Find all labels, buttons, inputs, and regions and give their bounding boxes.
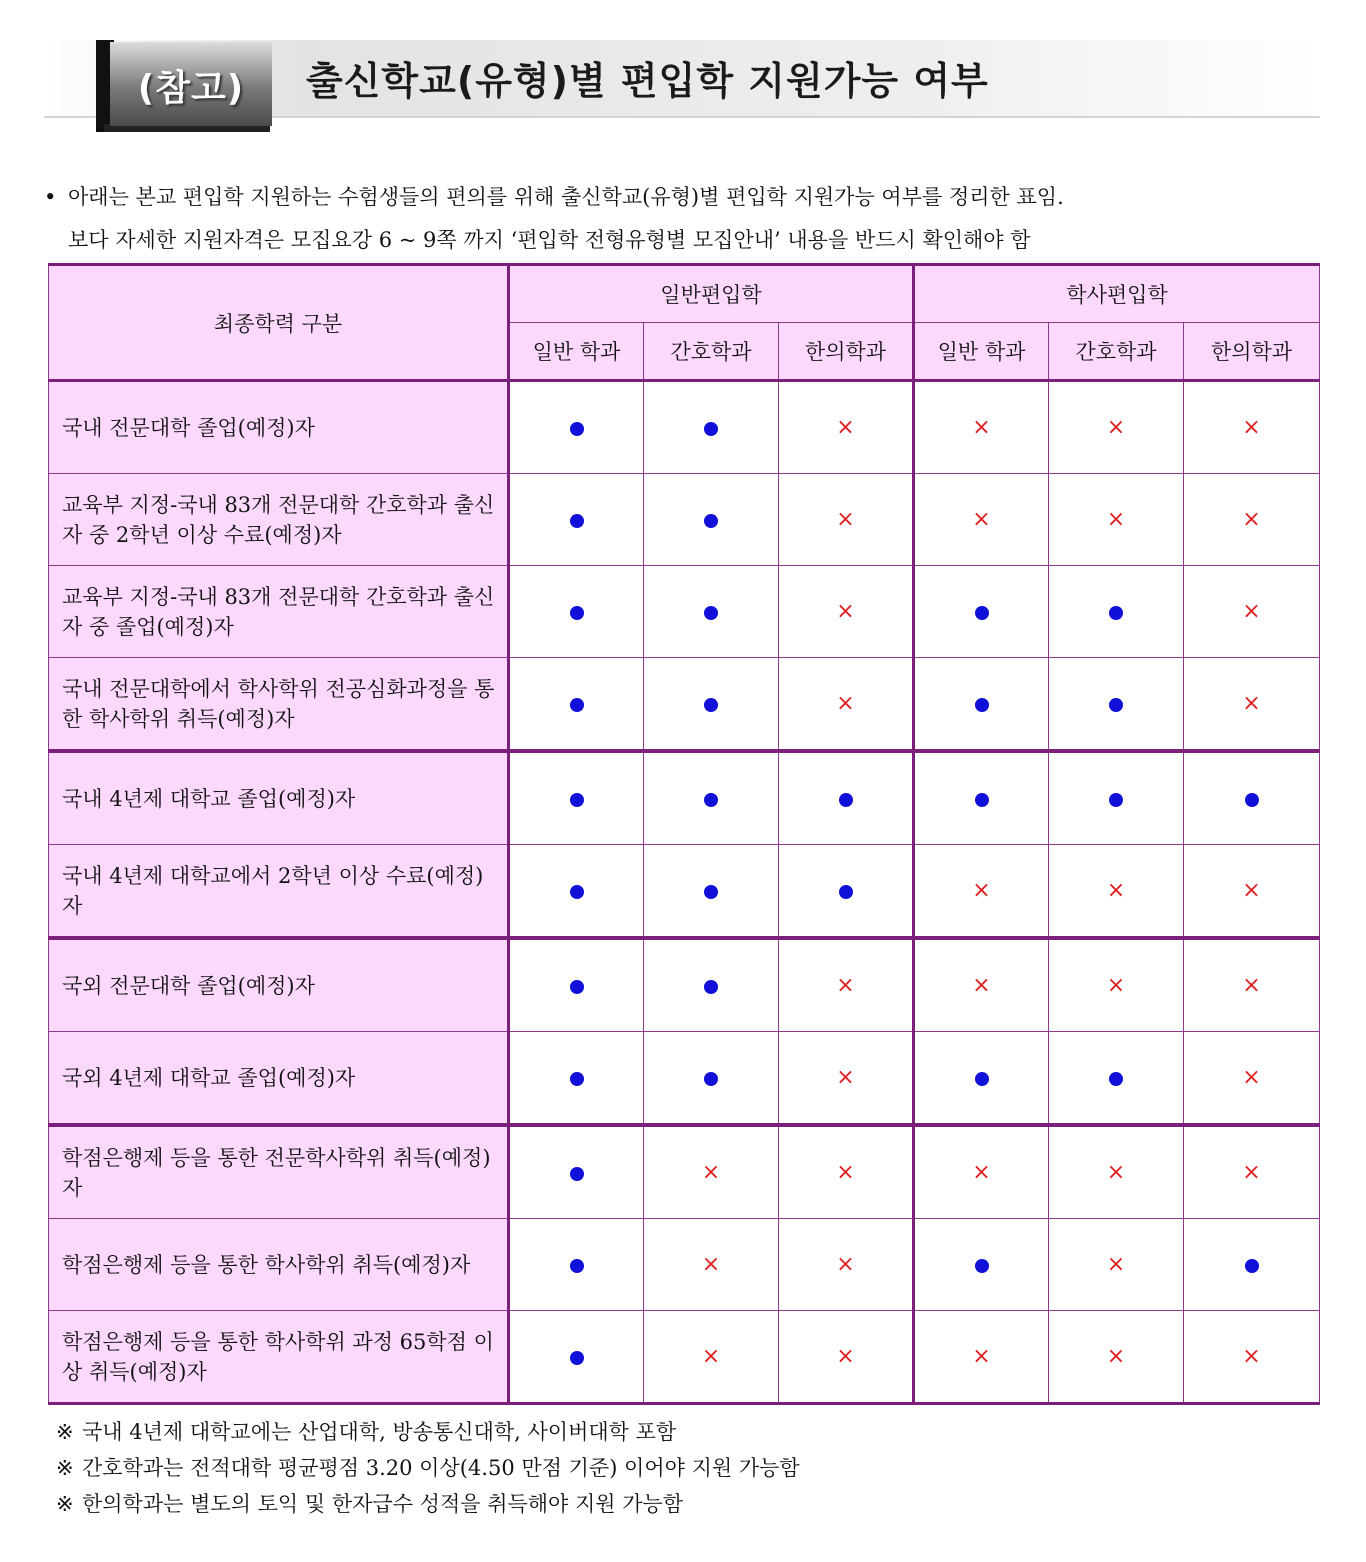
row-label: 교육부 지정-국내 83개 전문대학 간호학과 출신자 중 2학년 이상 수료(예정)자: [49, 474, 509, 566]
eligibility-cell: [1049, 1311, 1184, 1404]
eligibility-cell: [779, 1032, 914, 1126]
eligible-dot-icon: [570, 1259, 584, 1273]
eligibility-cell: [509, 751, 644, 845]
not-eligible-cross-icon: ×: [1242, 599, 1261, 624]
eligible-dot-icon: [570, 980, 584, 994]
note-mark-icon: ※: [56, 1456, 74, 1480]
row-label: 학점은행제 등을 통한 학사학위 과정 65학점 이상 취득(예정)자: [49, 1311, 509, 1404]
eligibility-cell: [644, 1311, 779, 1404]
subheader-nursing: 간호학과: [1049, 323, 1184, 381]
not-eligible-cross-icon: ×: [701, 1252, 721, 1277]
eligibility-cell: [914, 566, 1049, 658]
eligible-dot-icon: [570, 1167, 584, 1181]
not-eligible-cross-icon: ×: [836, 1065, 855, 1090]
eligibility-cell: [914, 381, 1049, 474]
not-eligible-cross-icon: ×: [1242, 878, 1261, 903]
row-label: 국내 4년제 대학교 졸업(예정)자: [49, 751, 509, 845]
eligibility-cell: [1184, 1032, 1320, 1126]
not-eligible-cross-icon: ×: [972, 973, 991, 998]
eligible-dot-icon: [1245, 793, 1259, 807]
footnote-text: 국내 4년제 대학교에는 산업대학, 방송통신대학, 사이버대학 포함: [82, 1420, 677, 1444]
eligibility-cell: [1049, 474, 1184, 566]
eligibility-cell: [1049, 845, 1184, 939]
eligibility-cell: [779, 845, 914, 939]
eligibility-cell: [509, 658, 644, 752]
eligibility-cell: [509, 1219, 644, 1311]
eligible-dot-icon: [704, 980, 718, 994]
eligible-dot-icon: [975, 606, 989, 620]
note-mark-icon: ※: [56, 1420, 74, 1444]
eligibility-cell: [1184, 1125, 1320, 1219]
table-row: [49, 658, 1320, 752]
table-row: [49, 1032, 1320, 1126]
eligible-dot-icon: [570, 606, 584, 620]
eligible-dot-icon: [975, 1259, 989, 1273]
eligibility-cell: [509, 1032, 644, 1126]
not-eligible-cross-icon: ×: [1106, 1344, 1126, 1369]
eligibility-cell: [779, 1219, 914, 1311]
eligibility-cell: [1184, 1219, 1320, 1311]
eligible-dot-icon: [1109, 606, 1123, 620]
header-group-bachelor-transfer: 학사편입학: [914, 265, 1320, 323]
row-label: 국내 전문대학 졸업(예정)자: [49, 381, 509, 474]
eligible-dot-icon: [975, 1072, 989, 1086]
intro-line-1: [44, 176, 1064, 219]
not-eligible-cross-icon: ×: [836, 507, 855, 532]
eligible-dot-icon: [570, 698, 584, 712]
header-corner: 최종학력 구분: [49, 265, 509, 381]
footnote-3: [56, 1486, 800, 1522]
eligibility-cell: [644, 751, 779, 845]
eligible-dot-icon: [704, 606, 718, 620]
not-eligible-cross-icon: ×: [1242, 973, 1261, 998]
eligibility-cell: [914, 1311, 1049, 1404]
table-row: [49, 1311, 1320, 1404]
eligible-dot-icon: [1109, 1072, 1123, 1086]
eligibility-cell: [914, 1032, 1049, 1126]
eligibility-cell: [914, 845, 1049, 939]
reference-tag-label: (참고): [137, 68, 245, 109]
eligibility-cell: [644, 566, 779, 658]
eligible-dot-icon: [570, 1351, 584, 1365]
intro-text: [44, 176, 1064, 262]
table-row: [49, 381, 1320, 474]
not-eligible-cross-icon: ×: [972, 1344, 991, 1369]
subheader-oriental-medicine: 한의학과: [779, 323, 914, 381]
header-banner: [44, 40, 1320, 136]
table-row: [49, 474, 1320, 566]
table-header-row-1: [49, 265, 1320, 323]
not-eligible-cross-icon: ×: [836, 1252, 855, 1277]
not-eligible-cross-icon: ×: [972, 878, 991, 903]
not-eligible-cross-icon: ×: [836, 1160, 855, 1185]
eligibility-cell: [914, 751, 1049, 845]
table-row: [49, 751, 1320, 845]
footnote-2: [56, 1450, 800, 1486]
eligibility-cell: [644, 1032, 779, 1126]
not-eligible-cross-icon: ×: [1106, 415, 1126, 440]
row-label: 교육부 지정-국내 83개 전문대학 간호학과 출신자 중 졸업(예정)자: [49, 566, 509, 658]
eligibility-cell: [1184, 381, 1320, 474]
table-row: [49, 1219, 1320, 1311]
eligibility-cell: [1184, 845, 1320, 939]
intro-line-2-text: 보다 자세한 지원자격은 모집요강 6 ~ 9쪽 까지 ‘편입학 전형유형별 모집안내’ 내용을 반드시 확인해야 함: [68, 228, 1031, 252]
eligible-dot-icon: [839, 793, 853, 807]
intro-line-1-text: 아래는 본교 편입학 지원하는 수험생들의 편의를 위해 출신학교(유형)별 편입학 지원가능 여부를 정리한 표임.: [68, 185, 1064, 209]
eligible-dot-icon: [704, 1072, 718, 1086]
page-title: 출신학교(유형)별 편입학 지원가능 여부: [306, 59, 989, 103]
not-eligible-cross-icon: ×: [1106, 973, 1126, 998]
eligibility-cell: [914, 658, 1049, 752]
header-group-general-transfer: 일반편입학: [509, 265, 914, 323]
table-row: [49, 566, 1320, 658]
eligible-dot-icon: [1109, 793, 1123, 807]
not-eligible-cross-icon: ×: [1242, 415, 1261, 440]
reference-tag: [110, 42, 272, 126]
eligibility-cell: [644, 474, 779, 566]
not-eligible-cross-icon: ×: [972, 507, 991, 532]
not-eligible-cross-icon: ×: [1242, 1065, 1261, 1090]
eligibility-cell: [779, 751, 914, 845]
eligibility-cell: [779, 1311, 914, 1404]
not-eligible-cross-icon: ×: [701, 1344, 721, 1369]
not-eligible-cross-icon: ×: [836, 691, 855, 716]
eligibility-cell: [1049, 938, 1184, 1032]
eligibility-cell: [779, 566, 914, 658]
not-eligible-cross-icon: ×: [701, 1160, 721, 1185]
eligibility-cell: [779, 938, 914, 1032]
eligibility-cell: [509, 381, 644, 474]
eligibility-cell: [1049, 381, 1184, 474]
eligibility-cell: [1049, 751, 1184, 845]
eligible-dot-icon: [975, 698, 989, 712]
eligibility-cell: [1049, 1219, 1184, 1311]
not-eligible-cross-icon: ×: [1242, 1344, 1261, 1369]
row-label: 국내 전문대학에서 학사학위 전공심화과정을 통한 학사학위 취득(예정)자: [49, 658, 509, 752]
row-label: 국내 4년제 대학교에서 2학년 이상 수료(예정)자: [49, 845, 509, 939]
intro-line-2: [44, 219, 1064, 262]
not-eligible-cross-icon: ×: [972, 1160, 991, 1185]
not-eligible-cross-icon: ×: [1106, 1160, 1126, 1185]
eligibility-cell: [509, 938, 644, 1032]
not-eligible-cross-icon: ×: [836, 1344, 855, 1369]
not-eligible-cross-icon: ×: [836, 973, 855, 998]
eligibility-cell: [779, 1125, 914, 1219]
eligibility-cell: [1184, 938, 1320, 1032]
not-eligible-cross-icon: ×: [1242, 691, 1261, 716]
eligible-dot-icon: [1109, 698, 1123, 712]
eligibility-cell: [644, 381, 779, 474]
subheader-oriental-medicine: 한의학과: [1184, 323, 1320, 381]
row-label: 학점은행제 등을 통한 전문학사학위 취득(예정)자: [49, 1125, 509, 1219]
footnotes: [56, 1414, 800, 1522]
eligible-dot-icon: [570, 793, 584, 807]
eligible-dot-icon: [839, 885, 853, 899]
eligibility-cell: [1184, 566, 1320, 658]
eligibility-cell: [644, 658, 779, 752]
eligibility-cell: [509, 1311, 644, 1404]
eligibility-cell: [914, 1219, 1049, 1311]
row-label: 국외 전문대학 졸업(예정)자: [49, 938, 509, 1032]
eligible-dot-icon: [704, 422, 718, 436]
eligibility-cell: [1184, 1311, 1320, 1404]
eligibility-cell: [644, 1125, 779, 1219]
eligibility-cell: [644, 845, 779, 939]
eligible-dot-icon: [704, 514, 718, 528]
eligibility-cell: [1184, 751, 1320, 845]
eligibility-cell: [779, 658, 914, 752]
eligibility-cell: [1049, 658, 1184, 752]
eligible-dot-icon: [704, 793, 718, 807]
table-row: [49, 1125, 1320, 1219]
eligible-dot-icon: [570, 422, 584, 436]
note-mark-icon: ※: [56, 1492, 74, 1516]
eligibility-table: [48, 263, 1320, 1405]
eligibility-cell: [1184, 658, 1320, 752]
not-eligible-cross-icon: ×: [836, 415, 855, 440]
row-label: 국외 4년제 대학교 졸업(예정)자: [49, 1032, 509, 1126]
not-eligible-cross-icon: ×: [836, 599, 855, 624]
eligibility-cell: [1184, 474, 1320, 566]
eligibility-cell: [509, 474, 644, 566]
eligibility-cell: [509, 566, 644, 658]
eligible-dot-icon: [570, 885, 584, 899]
subheader-general-dept: 일반 학과: [914, 323, 1049, 381]
footnote-text: 한의학과는 별도의 토익 및 한자급수 성적을 취득해야 지원 가능함: [82, 1492, 684, 1516]
eligibility-cell: [779, 381, 914, 474]
eligibility-cell: [509, 1125, 644, 1219]
eligible-dot-icon: [704, 698, 718, 712]
subheader-nursing: 간호학과: [644, 323, 779, 381]
footnote-1: [56, 1414, 800, 1450]
eligibility-cell: [914, 1125, 1049, 1219]
not-eligible-cross-icon: ×: [1242, 507, 1261, 532]
not-eligible-cross-icon: ×: [1106, 878, 1126, 903]
eligibility-cell: [644, 1219, 779, 1311]
eligible-dot-icon: [975, 793, 989, 807]
eligibility-cell: [1049, 1032, 1184, 1126]
eligibility-cell: [1049, 566, 1184, 658]
table-row: [49, 845, 1320, 939]
eligible-dot-icon: [1245, 1259, 1259, 1273]
eligibility-cell: [914, 938, 1049, 1032]
not-eligible-cross-icon: ×: [1242, 1160, 1261, 1185]
not-eligible-cross-icon: ×: [972, 415, 991, 440]
eligible-dot-icon: [704, 885, 718, 899]
subheader-general-dept: 일반 학과: [509, 323, 644, 381]
eligible-dot-icon: [570, 1072, 584, 1086]
eligibility-cell: [914, 474, 1049, 566]
row-label: 학점은행제 등을 통한 학사학위 취득(예정)자: [49, 1219, 509, 1311]
not-eligible-cross-icon: ×: [1106, 1252, 1126, 1277]
eligibility-cell: [644, 938, 779, 1032]
table-row: [49, 938, 1320, 1032]
not-eligible-cross-icon: ×: [1106, 507, 1126, 532]
eligibility-cell: [509, 845, 644, 939]
eligible-dot-icon: [570, 514, 584, 528]
bullet-icon: •: [44, 185, 57, 209]
footnote-text: 간호학과는 전적대학 평균평점 3.20 이상(4.50 만점 기준) 이어야 지원 가능함: [82, 1456, 800, 1480]
eligibility-cell: [779, 474, 914, 566]
eligibility-cell: [1049, 1125, 1184, 1219]
